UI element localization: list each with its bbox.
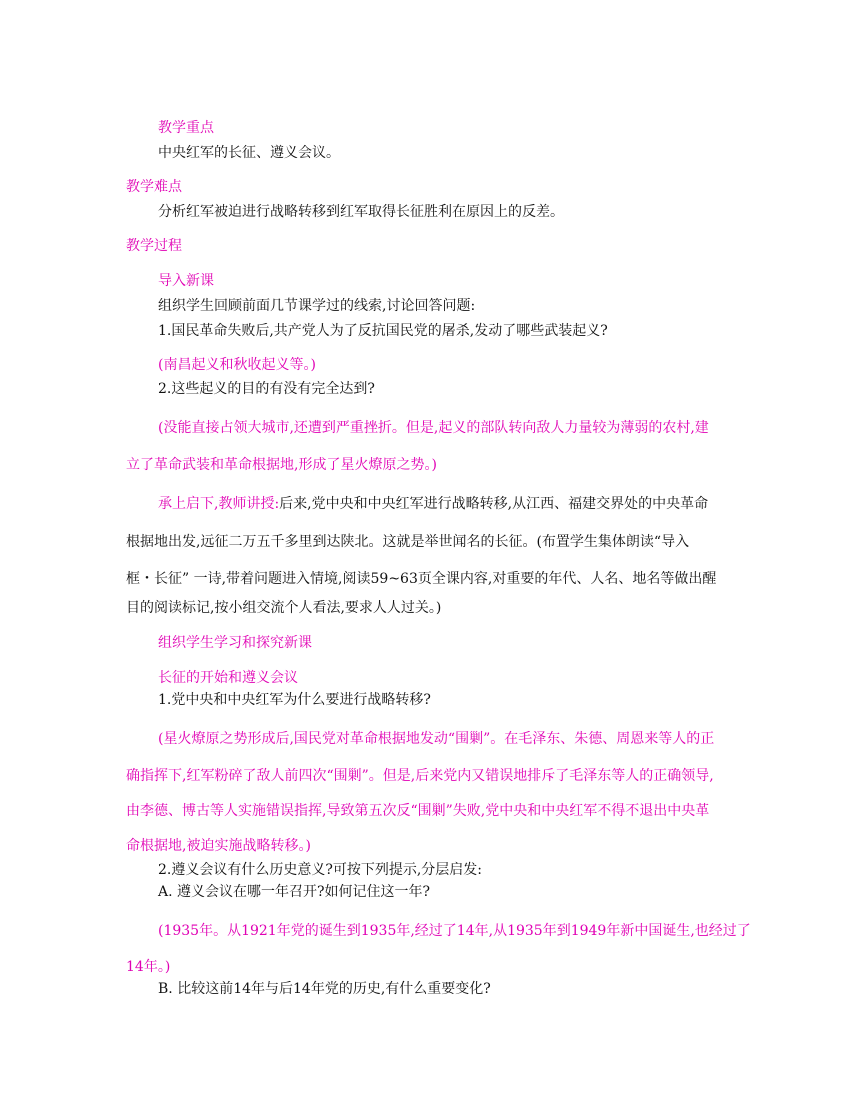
intro-question-2: 2.这些起义的目的有没有完全达到? xyxy=(158,381,375,397)
study-answer-1-line-3: 由李德、博古等人实施错误指挥,导致第五次反“围剿”失败,党中央和中央红军不得不退出中央革 xyxy=(126,803,710,819)
key-point-text: 中央红军的长征、遵义会议。 xyxy=(158,145,340,161)
study-answer-1-line-4: 命根据地,被迫实施战略转移。) xyxy=(126,838,311,854)
difficulty-heading: 教学难点 xyxy=(126,179,182,195)
transition-line-3: 框・长征” 一诗,带着问题进入情境,阅读59~63页全课内容,对重要的年代、人名、地名等做出醒 xyxy=(126,571,717,587)
transition-line-4: 目的阅读标记,按小组交流个人看法,要求人人过关。) xyxy=(126,600,442,616)
study-question-2: 2.遵义会议有什么历史意义?可按下列提示,分层启发: xyxy=(158,862,483,878)
difficulty-text: 分析红军被迫进行战略转移到红军取得长征胜利在原因上的反差。 xyxy=(158,204,564,220)
study-answer-a-line-2: 14年。) xyxy=(126,959,171,975)
intro-answer-2-line-2: 立了革命武装和革命根据地,形成了星火燎原之势。) xyxy=(126,457,437,473)
study-question-b: B. 比较这前14年与后14年党的历史,有什么重要变化? xyxy=(158,981,491,997)
transition-label: 承上启下,教师讲授: xyxy=(158,496,280,512)
study-subheading: 长征的开始和遵义会议 xyxy=(158,670,298,686)
study-answer-a-line-1: (1935年。从1921年党的诞生到1935年,经过了14年,从1935年到1949年新中国诞生,也经过了 xyxy=(158,923,751,939)
study-question-1: 1.党中央和中央红军为什么要进行战略转移? xyxy=(158,692,431,708)
transition-line-1-text: 后来,党中央和中央红军进行战略转移,从江西、福建交界处的中央革命 xyxy=(279,496,709,512)
study-question-a: A. 遵义会议在哪一年召开?如何记住这一年? xyxy=(158,884,431,900)
transition-line-2: 根据地出发,远征二万五千多里到达陕北。这就是举世闻名的长征。(布置学生集体朗读“导入 xyxy=(126,534,690,550)
study-heading: 组织学生学习和探究新课 xyxy=(158,635,312,651)
key-point-heading: 教学重点 xyxy=(158,120,214,136)
intro-question-1: 1.国民革命失败后,共产党人为了反抗国民党的屠杀,发动了哪些武装起义? xyxy=(158,323,608,339)
intro-prompt: 组织学生回顾前面几节课学过的线索,讨论回答问题: xyxy=(158,298,476,314)
intro-answer-2-line-1: (没能直接占领大城市,还遭到严重挫折。但是,起义的部队转向敌人力量较为薄弱的农村,建 xyxy=(158,420,709,436)
study-answer-1-line-1: (星火燎原之势形成后,国民党对革命根据地发动“围剿”。在毛泽东、朱德、周恩来等人的正 xyxy=(158,731,715,747)
process-heading: 教学过程 xyxy=(126,238,182,254)
intro-heading: 导入新课 xyxy=(158,273,214,289)
study-answer-1-line-2: 确指挥下,红军粉碎了敌人前四次“围剿”。但是,后来党内又错误地排斥了毛泽东等人的正确领导, xyxy=(126,768,714,784)
intro-answer-1: (南昌起义和秋收起义等。) xyxy=(158,357,316,373)
transition-line-1 xyxy=(158,494,708,514)
